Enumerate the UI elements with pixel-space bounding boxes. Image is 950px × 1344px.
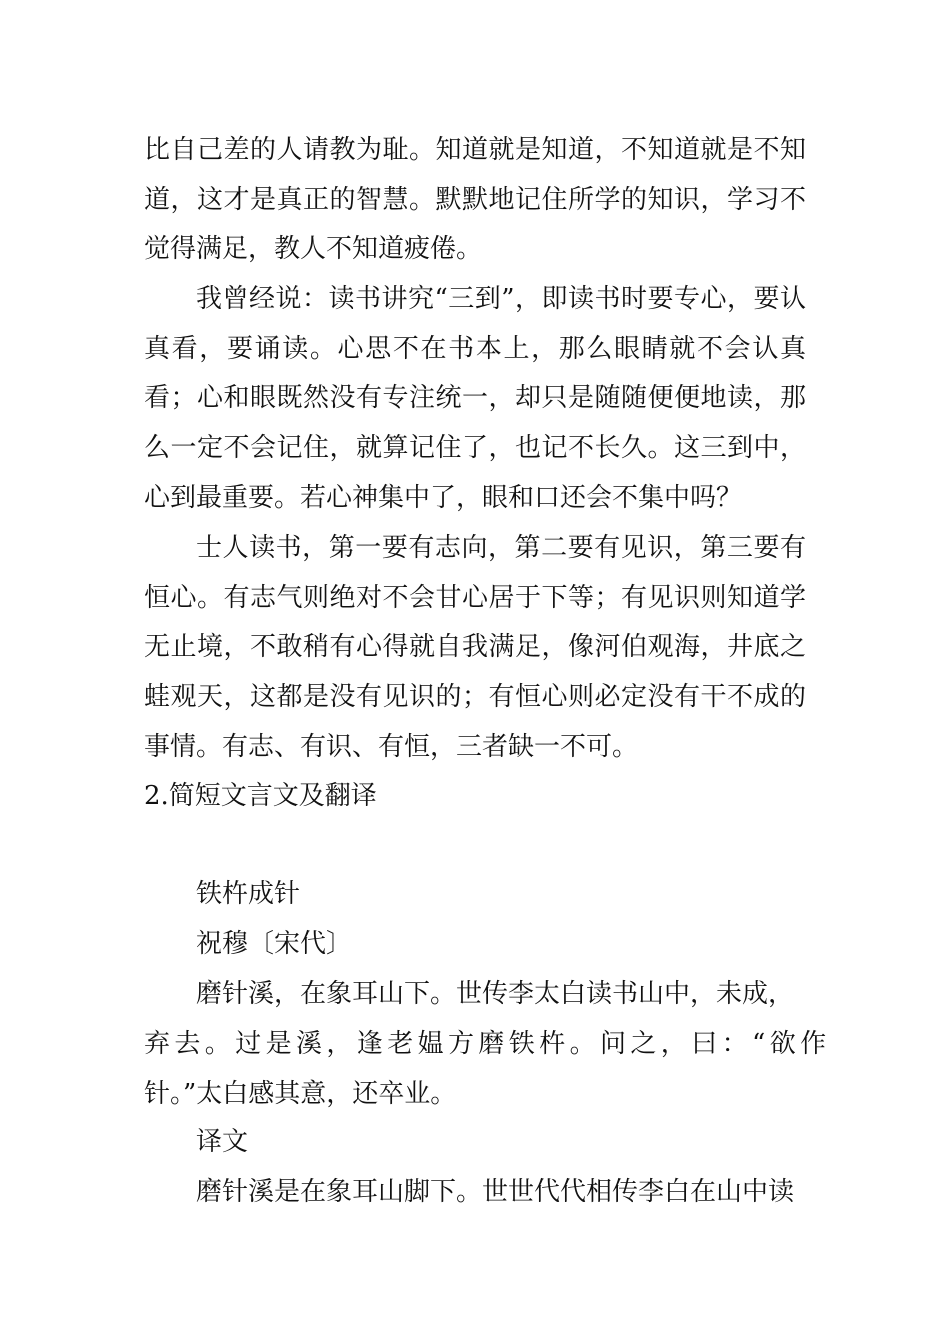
paragraph-2: 我曾经说：读书讲究“三到”，即读书时要专心，要认真看，要诵读。心思不在书本上，那么眼睛就不会认真看；心和眼既然没有专注统一，却只是随随便便地读，那么一定不会记住，就算记住了，也记不长久。这三到中，心到最重要。若心神集中了，眼和口还会不集中吗？ — [144, 284, 806, 513]
translation-label: 译文 — [196, 1127, 249, 1157]
classical-title: 铁杵成针 — [196, 879, 301, 909]
paragraph-3: 士人读书，第一要有志向，第二要有见识，第三要有恒心。有志气则绝对不会甘心居于下等；有见识则知道学无止境，不敢稍有心得就自我满足，像河伯观海，井底之蛙观天，这都是没有见识的；有恒心则必定没有干不成的事情。有志、有识、有恒，三者缺一不可。 — [144, 533, 806, 762]
classical-text-line-3: 针。”太白感其意，还卒业。 — [144, 1079, 457, 1109]
classical-text-line-2: 弃去。过是溪，逢老媪方磨铁杵。问之，曰：“欲作 — [144, 1029, 831, 1059]
translation-text: 磨针溪是在象耳山脚下。世世代代相传李白在山中读 — [196, 1177, 795, 1207]
classical-author: 祝穆〔宋代〕 — [196, 929, 353, 959]
classical-text-line-1: 磨针溪，在象耳山下。世传李太白读书山中，未成， — [196, 979, 795, 1009]
section-heading: 2.简短文言文及翻译 — [144, 781, 377, 811]
paragraph-1: 比自己差的人请教为耻。知道就是知道，不知道就是不知道，这才是真正的智慧。默默地记住所学的知识，学习不觉得满足，教人不知道疲倦。 — [144, 135, 806, 265]
